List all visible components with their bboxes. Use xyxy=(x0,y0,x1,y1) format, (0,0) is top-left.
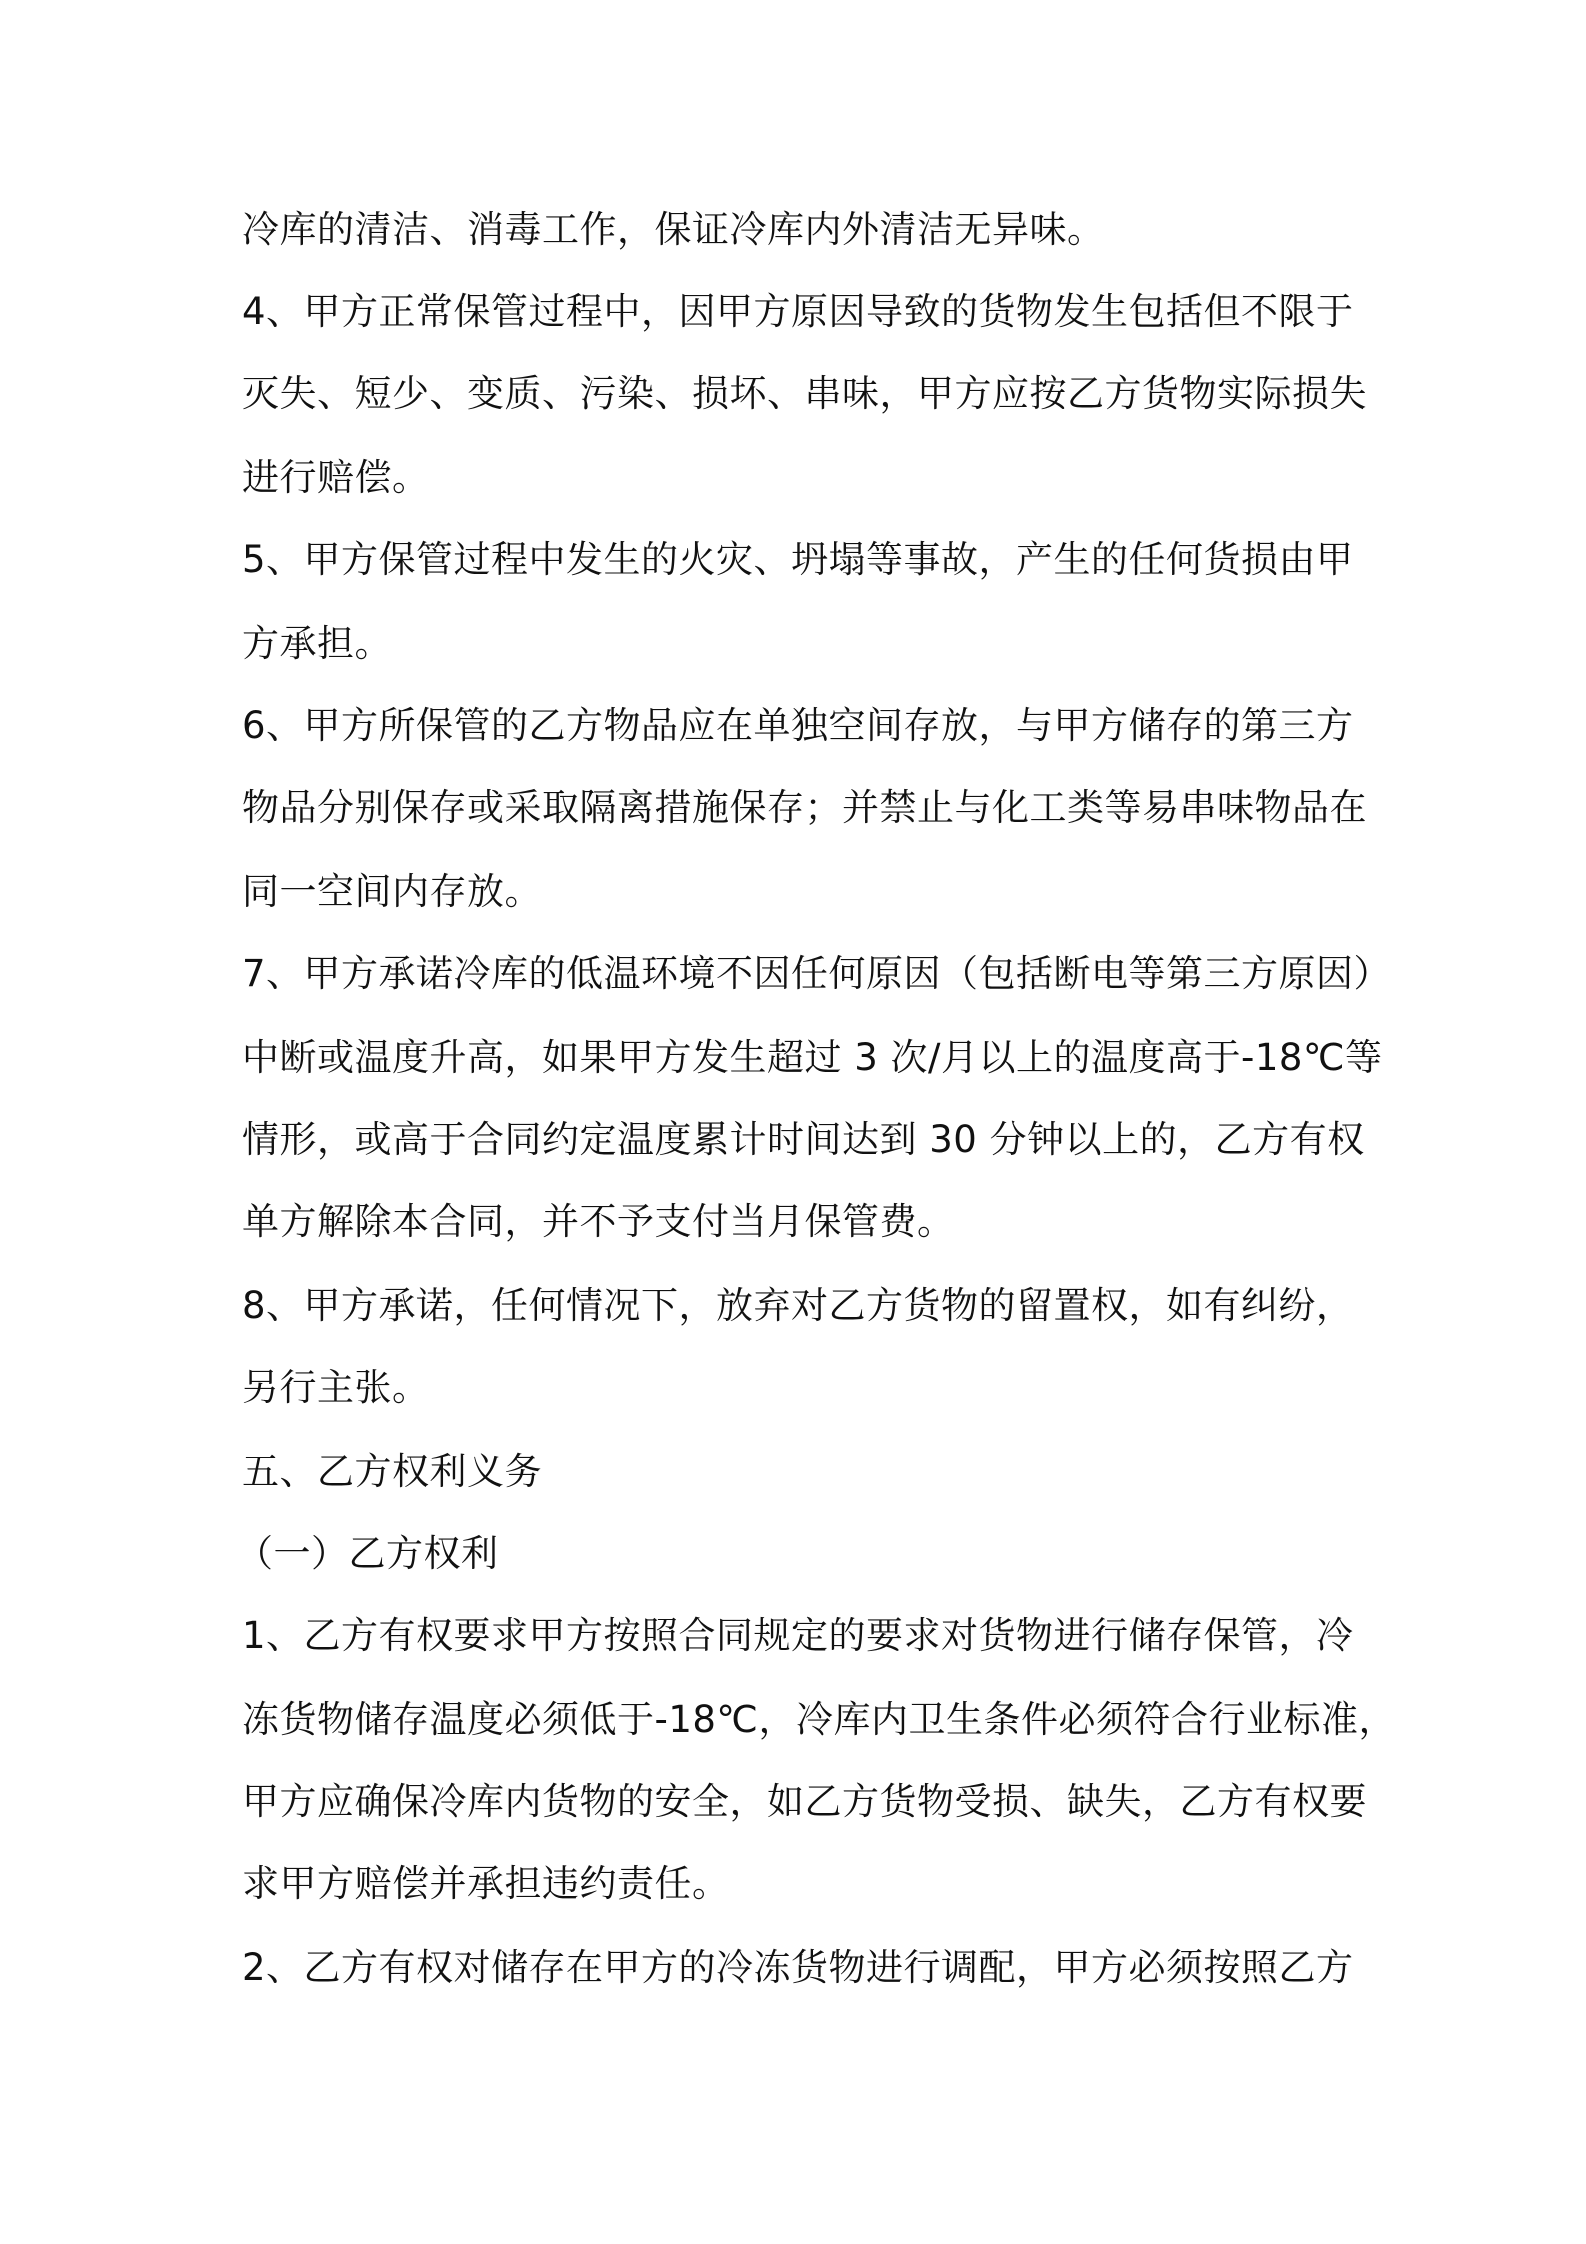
text-line: 5、甲方保管过程中发生的火灾、坍塌等事故，产生的任何货损由甲 xyxy=(242,538,1354,581)
text-line: 另行主张。 xyxy=(242,1366,430,1409)
text-line: 中断或温度升高，如果甲方发生超过 3 次/月以上的温度高于-18℃等 xyxy=(242,1036,1383,1079)
text-line: 8、甲方承诺，任何情况下，放弃对乙方货物的留置权，如有纠纷， xyxy=(242,1284,1354,1327)
subsection-heading: （一）乙方权利 xyxy=(236,1532,499,1575)
text-line: 冻货物储存温度必须低于-18℃，冷库内卫生条件必须符合行业标准， xyxy=(242,1698,1396,1741)
section-heading: 五、乙方权利义务 xyxy=(242,1450,542,1493)
text-line: 单方解除本合同，并不予支付当月保管费。 xyxy=(242,1200,955,1243)
text-line: 冷库的清洁、消毒工作，保证冷库内外清洁无异味。 xyxy=(242,208,1105,251)
text-line: 进行赔偿。 xyxy=(242,456,430,499)
text-line: 灭失、短少、变质、污染、损坏、串味，甲方应按乙方货物实际损失 xyxy=(242,372,1367,415)
text-line: 物品分别保存或采取隔离措施保存；并禁止与化工类等易串味物品在 xyxy=(242,786,1367,829)
text-line: 同一空间内存放。 xyxy=(242,870,542,913)
text-line: 6、甲方所保管的乙方物品应在单独空间存放，与甲方储存的第三方 xyxy=(242,704,1354,747)
text-line: 7、甲方承诺冷库的低温环境不因任何原因（包括断电等第三方原因） xyxy=(242,952,1392,995)
text-line: 1、乙方有权要求甲方按照合同规定的要求对货物进行储存保管，冷 xyxy=(242,1614,1354,1657)
text-line: 2、乙方有权对储存在甲方的冷冻货物进行调配，甲方必须按照乙方 xyxy=(242,1946,1354,1989)
text-line: 情形，或高于合同约定温度累计时间达到 30 分钟以上的，乙方有权 xyxy=(242,1118,1365,1161)
text-line: 方承担。 xyxy=(242,622,392,665)
text-line: 4、甲方正常保管过程中，因甲方原因导致的货物发生包括但不限于 xyxy=(242,290,1354,333)
text-line: 甲方应确保冷库内货物的安全，如乙方货物受损、缺失，乙方有权要 xyxy=(242,1780,1367,1823)
text-line: 求甲方赔偿并承担违约责任。 xyxy=(242,1862,730,1905)
